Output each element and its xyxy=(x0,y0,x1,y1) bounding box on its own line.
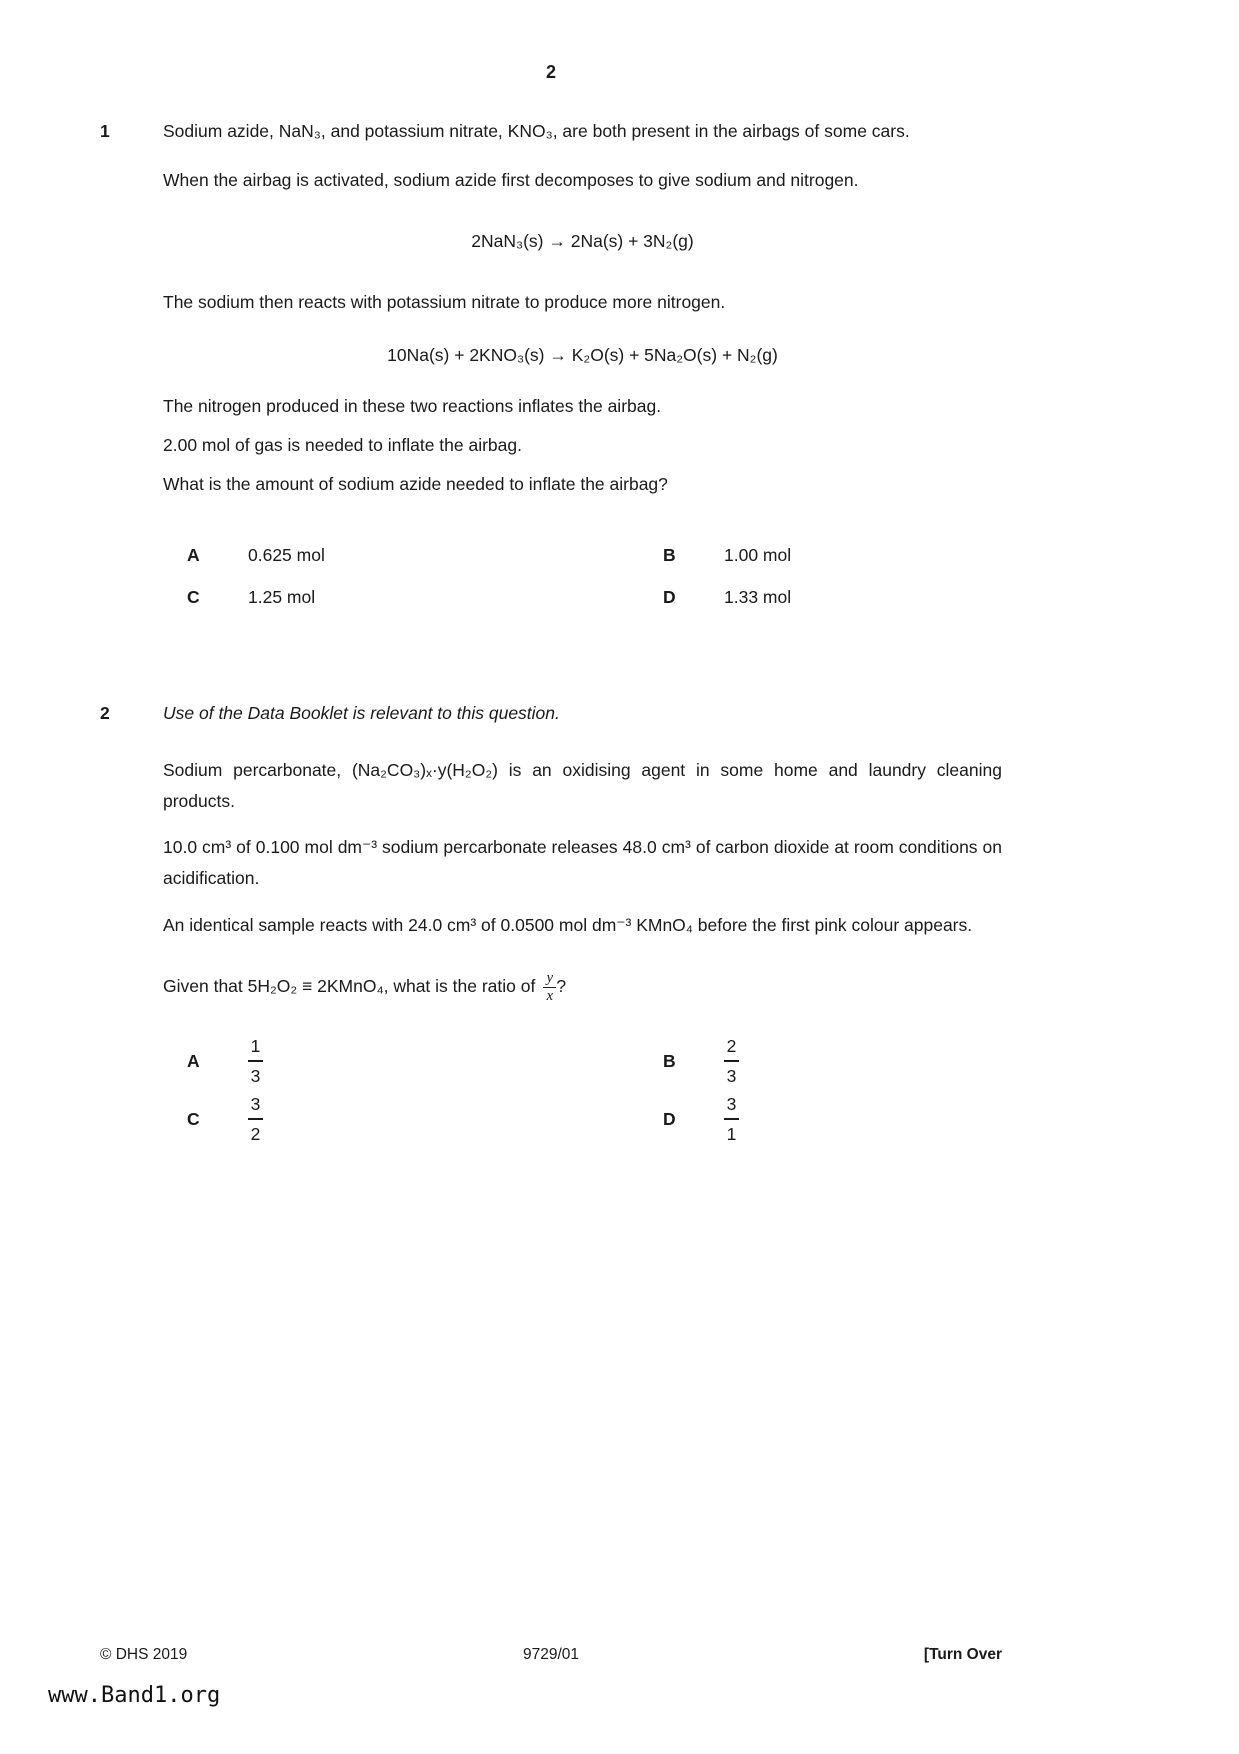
question-2-paragraph-3: An identical sample reacts with 24.0 cm³ of 0.0500 mol dm⁻³ KMnO₄ before the first pink colour appears. xyxy=(163,915,973,935)
option-d-denominator: 1 xyxy=(726,1124,737,1144)
question-1-equation-2: 10Na(s) + 2KNO₃(s) → K₂O(s) + 5Na₂O(s) + N₂(g) xyxy=(387,345,778,365)
question-2-option-d-label: D xyxy=(663,1108,676,1129)
turn-over-label: [Turn Over xyxy=(923,1646,1003,1663)
question-2-option-d-fraction xyxy=(724,1092,739,1146)
question-2-stem-text: Given that 5H₂O₂ ≡ 2KMnO₄, what is the ratio of xyxy=(163,976,536,996)
question-2-paragraph-2: 10.0 cm³ of 0.100 mol dm⁻³ sodium percarbonate releases 48.0 cm³ of carbon dioxide at room conditions on acidification. xyxy=(163,837,1002,888)
question-1-body xyxy=(163,116,1002,613)
page-number: 2 xyxy=(545,62,556,82)
question-2 xyxy=(100,698,1002,1146)
question-2-options xyxy=(163,1034,1002,1146)
question-1-paragraph-3: The sodium then reacts with potassium nitrate to produce more nitrogen. xyxy=(163,292,726,312)
page-footer xyxy=(100,1644,1002,1666)
question-1-option-c-value: 1.25 mol xyxy=(248,587,316,607)
question-1-number: 1 xyxy=(100,121,110,141)
question-1-option-b-value: 1.00 mol xyxy=(724,545,792,565)
question-1-option-c-label: C xyxy=(187,587,200,607)
website-watermark: www.Band1.org xyxy=(48,1683,221,1708)
option-c-denominator: 2 xyxy=(250,1124,261,1144)
question-1-option-a-value: 0.625 mol xyxy=(248,545,325,565)
ratio-denominator: x xyxy=(546,988,554,1005)
option-c-numerator: 3 xyxy=(250,1094,261,1114)
question-1-question-stem: What is the amount of sodium azide needed to inflate the airbag? xyxy=(163,474,668,494)
question-1-paragraph-5: 2.00 mol of gas is needed to inflate the airbag. xyxy=(163,435,522,455)
question-2-body xyxy=(163,698,1002,1146)
question-2-option-c-fraction xyxy=(248,1092,263,1146)
question-1-equation-1: 2NaN₃(s) → 2Na(s) + 3N₂(g) xyxy=(471,231,694,251)
option-a-denominator: 3 xyxy=(250,1066,261,1086)
question-2-option-a-fraction xyxy=(248,1034,263,1088)
question-1-paragraph-2: When the airbag is activated, sodium azide first decomposes to give sodium and nitrogen. xyxy=(163,170,859,190)
copyright-notice: © DHS 2019 xyxy=(100,1646,188,1663)
question-2-number: 2 xyxy=(100,703,110,723)
question-2-option-b-fraction xyxy=(724,1034,739,1088)
paper-code: 9729/01 xyxy=(522,1646,580,1663)
fraction-bar xyxy=(248,1118,263,1120)
question-1-option-b-label: B xyxy=(663,545,676,565)
question-1 xyxy=(100,116,1002,613)
option-b-denominator: 3 xyxy=(726,1066,737,1086)
option-b-numerator: 2 xyxy=(726,1036,737,1056)
ratio-fraction xyxy=(543,969,556,1005)
ratio-numerator: y xyxy=(546,969,554,986)
option-d-numerator: 3 xyxy=(726,1094,737,1114)
question-1-option-d-label: D xyxy=(663,587,676,607)
question-2-option-c-label: C xyxy=(187,1108,200,1129)
question-1-option-a-label: A xyxy=(187,545,200,565)
question-1-paragraph-1: Sodium azide, NaN₃, and potassium nitrate, KNO₃, are both present in the airbags of some cars. xyxy=(163,121,910,141)
fraction-bar xyxy=(724,1060,739,1062)
question-2-data-booklet-note: Use of the Data Booklet is relevant to this question. xyxy=(163,703,560,723)
question-2-option-b-label: B xyxy=(663,1050,676,1071)
question-1-paragraph-4: The nitrogen produced in these two reactions inflates the airbag. xyxy=(163,396,662,416)
question-2-stem-question-mark: ? xyxy=(556,976,567,996)
question-2-paragraph-1: Sodium percarbonate, (Na₂CO₃)ₓ·y(H₂O₂) is an oxidising agent in some home and laundry cleaning products. xyxy=(163,760,1002,811)
fraction-bar xyxy=(248,1060,263,1062)
question-1-options xyxy=(163,540,1002,613)
fraction-bar xyxy=(724,1118,739,1120)
question-2-option-a-label: A xyxy=(187,1050,200,1071)
question-2-question-stem xyxy=(163,964,1002,1009)
option-a-numerator: 1 xyxy=(250,1036,261,1056)
question-1-option-d-value: 1.33 mol xyxy=(724,587,792,607)
